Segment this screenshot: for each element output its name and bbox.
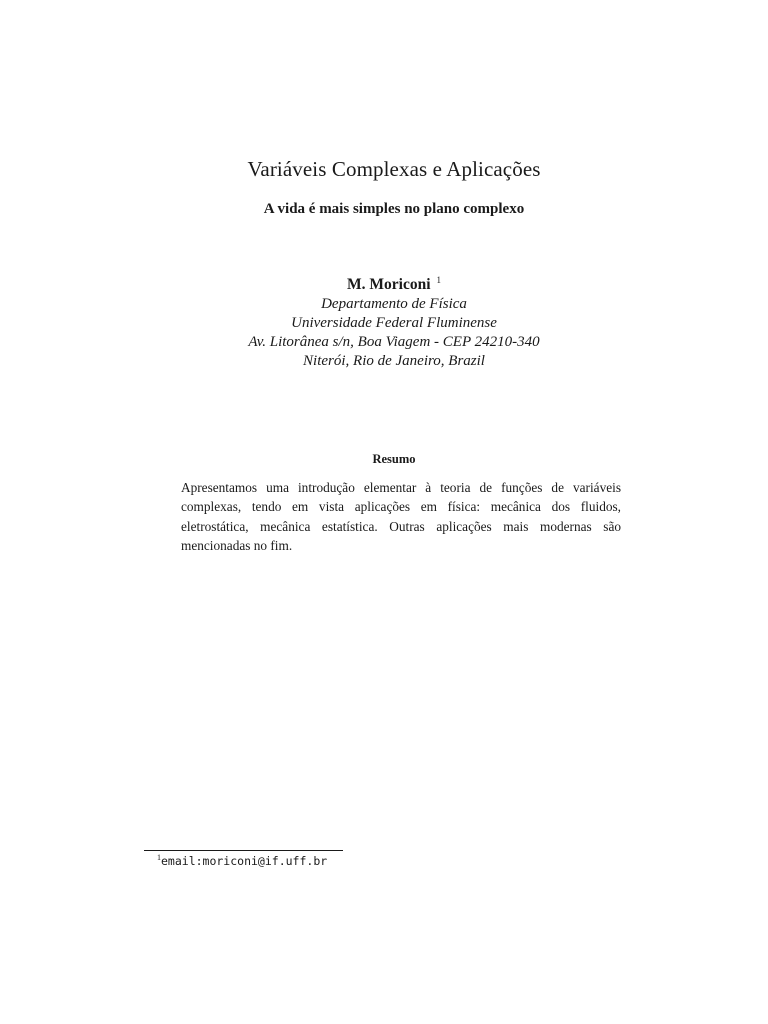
author-footnote-mark: 1	[436, 275, 441, 285]
footnote-email: email:moriconi@if.uff.br	[161, 854, 328, 868]
abstract-text: Apresentamos uma introdução elementar à teoria de funções de variáveis complexas, tendo em vista aplicações em física: mecânica dos fluidos, eletrostática, mecânica estatística. Outras aplicações mais modernas são mencionadas no fim.	[181, 480, 621, 553]
abstract-heading: Resumo	[372, 452, 416, 466]
footnote-mark: 1	[157, 853, 161, 862]
paper-title: Variáveis Complexas e Aplicações	[247, 157, 541, 181]
affiliation-department: Departamento de Física	[321, 296, 467, 312]
footnote-rule	[144, 850, 343, 851]
affiliation-city: Niterói, Rio de Janeiro, Brazil	[303, 353, 485, 369]
footnote	[157, 853, 327, 869]
affiliation-university: Universidade Federal Fluminense	[291, 315, 497, 331]
affiliation-address: Av. Litorânea s/n, Boa Viagem - CEP 24210-340	[248, 334, 540, 350]
paper-subtitle: A vida é mais simples no plano complexo	[263, 201, 525, 217]
author-block	[0, 270, 768, 371]
author-name: M. Moriconi	[347, 276, 431, 293]
author-line	[0, 270, 768, 295]
